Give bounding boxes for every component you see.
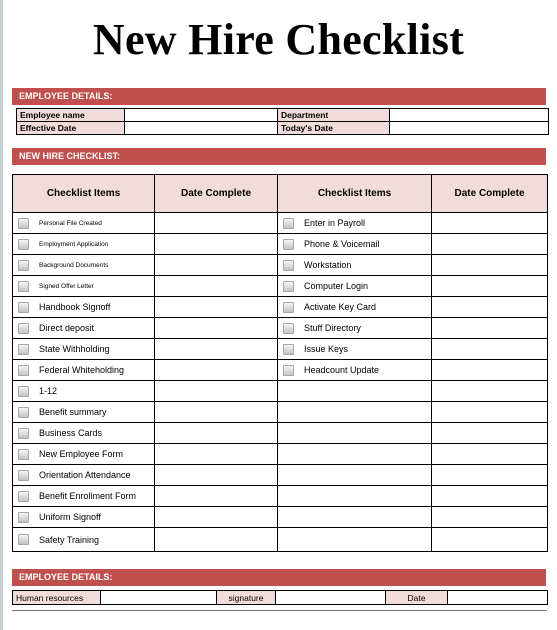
- checklist-row: [13, 339, 548, 360]
- checkbox[interactable]: [18, 218, 29, 229]
- checklist-item-label: Signed Offer Letter: [39, 282, 94, 290]
- right-date-complete-cell[interactable]: [432, 465, 548, 486]
- checklist-item-label: Enter in Payroll: [304, 218, 366, 228]
- checklist-item-label: Background Documents: [39, 261, 109, 269]
- checklist-row: [13, 318, 548, 339]
- left-checklist-item: [13, 528, 155, 552]
- page-title: New Hire Checklist: [92, 15, 465, 64]
- checklist-row: [13, 234, 548, 255]
- signoff-header: EMPLOYEE DETAILS:: [12, 569, 546, 586]
- right-checklist-item: [278, 423, 432, 444]
- checklist-item-label: Employment Application: [39, 240, 109, 248]
- right-checklist-item: [278, 255, 432, 276]
- human-resources-label: Human resources: [13, 591, 101, 605]
- checklist-items-header-right: Checklist Items: [278, 175, 432, 213]
- checklist-row: [13, 213, 548, 234]
- right-checklist-item: [278, 465, 432, 486]
- checkbox[interactable]: [18, 344, 29, 355]
- checkbox[interactable]: [283, 302, 294, 313]
- left-date-complete-cell[interactable]: [155, 423, 278, 444]
- checkbox[interactable]: [18, 302, 29, 313]
- checkbox[interactable]: [18, 534, 29, 545]
- checklist-row: [13, 507, 548, 528]
- checklist-row: [13, 423, 548, 444]
- checkbox[interactable]: [18, 239, 29, 250]
- date-field[interactable]: [448, 591, 548, 605]
- checkbox[interactable]: [283, 365, 294, 376]
- checkbox[interactable]: [18, 428, 29, 439]
- right-date-complete-cell[interactable]: [432, 381, 548, 402]
- new-hire-checklist-header: NEW HIRE CHECKLIST:: [12, 148, 546, 165]
- left-checklist-item: [13, 297, 155, 318]
- checklist-item-label: Phone & Voicemail: [304, 239, 380, 249]
- left-date-complete-cell[interactable]: [155, 381, 278, 402]
- checklist-item-label: Computer Login: [304, 281, 369, 291]
- checkbox[interactable]: [283, 260, 294, 271]
- employee-details-table: [16, 108, 549, 135]
- checklist-row: [13, 297, 548, 318]
- checklist-row: [13, 465, 548, 486]
- right-checklist-item: [278, 339, 432, 360]
- checklist-item-label: State Withholding: [39, 344, 110, 354]
- checklist-item-label: Activate Key Card: [304, 302, 377, 312]
- right-checklist-item: [278, 297, 432, 318]
- checkbox[interactable]: [283, 281, 294, 292]
- bottom-rule: [12, 610, 547, 611]
- right-date-complete-cell[interactable]: [432, 339, 548, 360]
- checkbox[interactable]: [18, 512, 29, 523]
- checkbox[interactable]: [283, 218, 294, 229]
- checkbox[interactable]: [283, 239, 294, 250]
- checklist-row: [13, 528, 548, 552]
- left-date-complete-cell[interactable]: [155, 465, 278, 486]
- left-date-complete-cell[interactable]: [155, 318, 278, 339]
- right-checklist-item: [278, 444, 432, 465]
- todays-date-field[interactable]: [390, 122, 549, 135]
- left-date-complete-cell[interactable]: [155, 339, 278, 360]
- right-date-complete-cell[interactable]: [432, 255, 548, 276]
- left-date-complete-cell[interactable]: [155, 444, 278, 465]
- right-date-complete-cell[interactable]: [432, 444, 548, 465]
- employee-name-field[interactable]: [125, 109, 278, 122]
- right-date-complete-cell[interactable]: [432, 402, 548, 423]
- signature-field[interactable]: [276, 591, 386, 605]
- checklist-item-label: Benefit summary: [39, 407, 107, 417]
- checkbox[interactable]: [18, 260, 29, 271]
- right-date-complete-cell[interactable]: [432, 297, 548, 318]
- right-date-complete-cell[interactable]: [432, 528, 548, 552]
- left-checklist-item: [13, 507, 155, 528]
- right-checklist-item: [278, 528, 432, 552]
- left-date-complete-cell[interactable]: [155, 402, 278, 423]
- left-date-complete-cell[interactable]: [155, 486, 278, 507]
- checkbox[interactable]: [18, 449, 29, 460]
- checkbox[interactable]: [283, 323, 294, 334]
- checklist-item-label: Handbook Signoff: [39, 302, 111, 312]
- left-checklist-item: [13, 234, 155, 255]
- department-field[interactable]: [390, 109, 549, 122]
- checklist-row: [13, 402, 548, 423]
- checklist-items-header-left: Checklist Items: [13, 175, 155, 213]
- checklist-row: [13, 360, 548, 381]
- effective-date-field[interactable]: [125, 122, 278, 135]
- checklist-item-label: Orientation Attendance: [39, 470, 131, 480]
- checklist-item-label: Safety Training: [39, 534, 100, 545]
- left-date-complete-cell[interactable]: [155, 528, 278, 552]
- department-label: Department: [278, 109, 390, 122]
- checklist-row: [13, 276, 548, 297]
- checklist-row: [13, 486, 548, 507]
- checkbox[interactable]: [18, 407, 29, 418]
- right-checklist-item: [278, 234, 432, 255]
- checklist-row: [13, 255, 548, 276]
- left-checklist-item: [13, 360, 155, 381]
- date-complete-header-right: Date Complete: [432, 175, 548, 213]
- left-checklist-item: [13, 465, 155, 486]
- checkbox[interactable]: [18, 365, 29, 376]
- date-complete-header-left: Date Complete: [155, 175, 278, 213]
- left-checklist-item: [13, 381, 155, 402]
- checklist-item-label: Federal Whiteholding: [39, 365, 125, 375]
- checkbox[interactable]: [18, 470, 29, 481]
- right-date-complete-cell[interactable]: [432, 318, 548, 339]
- checklist-row: [13, 381, 548, 402]
- left-checklist-item: [13, 276, 155, 297]
- checkbox[interactable]: [18, 386, 29, 397]
- checkbox[interactable]: [18, 281, 29, 292]
- signoff-table: [12, 590, 548, 605]
- left-checklist-item: [13, 213, 155, 234]
- date-label: Date: [386, 591, 448, 605]
- right-checklist-item: [278, 276, 432, 297]
- checklist-item-label: New Employee Form: [39, 449, 124, 459]
- left-checklist-item: [13, 486, 155, 507]
- right-date-complete-cell[interactable]: [432, 423, 548, 444]
- checklist-item-label: Personal File Created: [39, 219, 102, 227]
- employee-name-label: Employee name: [17, 109, 125, 122]
- checklist-item-label: Benefit Enrollment Form: [39, 491, 137, 501]
- right-date-complete-cell[interactable]: [432, 486, 548, 507]
- right-checklist-item: [278, 213, 432, 234]
- left-date-complete-cell[interactable]: [155, 234, 278, 255]
- employee-details-header: EMPLOYEE DETAILS:: [12, 88, 546, 105]
- checklist-item-label: Issue Keys: [304, 344, 349, 354]
- checklist-item-label: Business Cards: [39, 428, 103, 438]
- checklist-item-label: 1-12: [39, 386, 58, 396]
- todays-date-label: Today's Date: [278, 122, 390, 135]
- checklist-item-label: Headcount Update: [304, 365, 380, 375]
- left-date-complete-cell[interactable]: [155, 507, 278, 528]
- left-checklist-item: [13, 402, 155, 423]
- left-date-complete-cell[interactable]: [155, 297, 278, 318]
- left-checklist-item: [13, 339, 155, 360]
- left-checklist-item: [13, 318, 155, 339]
- left-date-complete-cell[interactable]: [155, 276, 278, 297]
- checkbox[interactable]: [18, 491, 29, 502]
- right-date-complete-cell[interactable]: [432, 234, 548, 255]
- left-checklist-item: [13, 255, 155, 276]
- right-date-complete-cell[interactable]: [432, 276, 548, 297]
- right-date-complete-cell[interactable]: [432, 507, 548, 528]
- checklist-row: [13, 444, 548, 465]
- right-checklist-item: [278, 402, 432, 423]
- checklist-item-label: Direct deposit: [39, 323, 95, 333]
- left-checklist-item: [13, 444, 155, 465]
- right-checklist-item: [278, 360, 432, 381]
- checkbox[interactable]: [283, 344, 294, 355]
- checklist-item-label: Uniform Signoff: [39, 512, 101, 522]
- checkbox[interactable]: [18, 323, 29, 334]
- right-date-complete-cell[interactable]: [432, 360, 548, 381]
- signature-label: signature: [217, 591, 276, 605]
- page-edge: [0, 0, 3, 630]
- left-checklist-item: [13, 423, 155, 444]
- left-date-complete-cell[interactable]: [155, 360, 278, 381]
- right-checklist-item: [278, 381, 432, 402]
- human-resources-field[interactable]: [101, 591, 217, 605]
- checklist-item-label: Workstation: [304, 260, 352, 270]
- left-date-complete-cell[interactable]: [155, 213, 278, 234]
- right-checklist-item: [278, 507, 432, 528]
- checklist-item-label: Stuff Directory: [304, 323, 361, 333]
- right-date-complete-cell[interactable]: [432, 213, 548, 234]
- checklist-table: [12, 174, 548, 552]
- right-checklist-item: [278, 318, 432, 339]
- effective-date-label: Effective Date: [17, 122, 125, 135]
- right-checklist-item: [278, 486, 432, 507]
- left-date-complete-cell[interactable]: [155, 255, 278, 276]
